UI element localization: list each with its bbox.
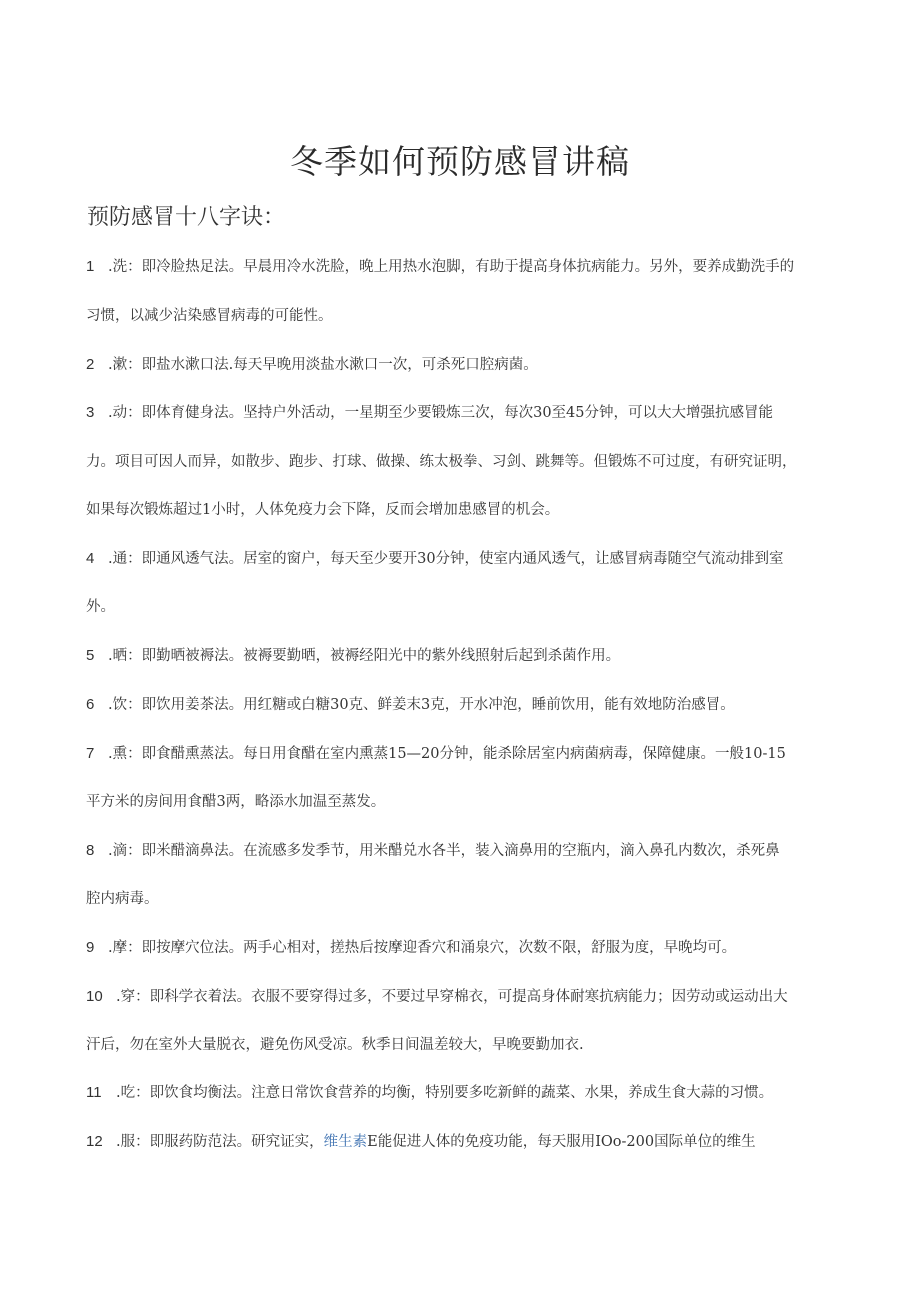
item-number: 6 [86, 696, 95, 713]
vitamin-link[interactable]: 维生素 [323, 1134, 368, 1150]
list-item-2-line-1 [86, 353, 846, 377]
list-item-9-line-1 [86, 936, 846, 960]
item-number: 5 [86, 647, 95, 664]
item-text: .滴：即米醋滴鼻法。在流感多发季节，用米醋兑水各半，装入滴鼻用的空瓶内，滴入鼻孔内数次，杀死鼻 [108, 843, 780, 859]
list-item-6-line-1 [86, 693, 846, 717]
item-text: .通：即通风透气法。居室的窗户，每天至少要开30分钟，使室内通风透气，让感冒病毒随空气流动排到室 [108, 551, 784, 567]
item-text-before: .服：即服药防范法。研究证实， [116, 1134, 324, 1150]
item-number: 10 [86, 988, 103, 1005]
item-number: 4 [86, 550, 95, 567]
item-text: .动：即体育健身法。坚持户外活动，一星期至少要锻炼三次，每次30至45分钟，可以大大增强抗感冒能 [108, 405, 774, 421]
list-item-3-line-3: 如果每次锻炼超过1小时，人体免疫力会下降，反而会增加患感冒的机会。 [86, 502, 560, 518]
item-number: 12 [86, 1133, 103, 1150]
item-text: .饮：即饮用姜茶法。用红糖或白糖30克、鲜姜末3克，开水冲泡，睡前饮用，能有效地防治感冒。 [108, 697, 735, 713]
list-item-10-line-1 [86, 985, 846, 1009]
item-number: 2 [86, 356, 95, 373]
list-item-3-line-2: 力。项目可因人而异，如散步、跑步、打球、做操、练太极拳、习剑、跳舞等。但锻炼不可过度，有研究证明， [86, 454, 797, 470]
item-text: .吃：即饮食均衡法。注意日常饮食营养的均衡，特别要多吃新鲜的蔬菜、水果，养成生食大蒜的习惯。 [116, 1085, 774, 1101]
item-number: 11 [86, 1084, 102, 1101]
section-heading: 预防感冒十八字诀： [87, 205, 286, 230]
item-number: 9 [86, 939, 95, 956]
list-item-4-line-1 [86, 547, 846, 571]
item-text-after: E能促进人体的免疫功能，每天服用IOo-200国际单位的维生 [367, 1134, 756, 1150]
item-text: .穿：即科学衣着法。衣服不要穿得过多，不要过早穿棉衣，可提高身体耐寒抗病能力；因劳动或运动出大 [116, 989, 788, 1005]
item-number: 3 [86, 404, 95, 421]
item-text: .洗：即冷脸热足法。早晨用冷水洗脸，晚上用热水泡脚，有助于提高身体抗病能力。另外，要养成勤洗手的 [108, 259, 795, 275]
list-item-11-line-1 [86, 1081, 846, 1105]
item-number: 7 [86, 745, 95, 762]
item-text: .晒：即勤晒被褥法。被褥要勤晒，被褥经阳光中的紫外线照射后起到杀菌作用。 [108, 648, 621, 664]
item-text: .摩：即按摩穴位法。两手心相对，搓热后按摩迎香穴和涌泉穴，次数不限，舒服为度，早晚均可。 [108, 940, 737, 956]
list-item-7-line-1 [86, 742, 846, 766]
list-item-5-line-1 [86, 644, 846, 668]
item-text: .熏：即食醋熏蒸法。每日用食醋在室内熏蒸15—20分钟，能杀除居室内病菌病毒，保障健康。一般10-15 [108, 746, 786, 762]
page-title: 冬季如何预防感冒讲稿 [290, 142, 630, 181]
item-text: .漱：即盐水漱口法.每天早晚用淡盐水漱口一次，可杀死口腔病菌。 [108, 357, 538, 373]
list-item-1-line-1 [86, 255, 846, 279]
list-item-7-line-2: 平方米的房间用食醋3两，略添水加温至蒸发。 [86, 794, 386, 810]
list-item-8-line-2: 腔内病毒。 [86, 891, 159, 907]
item-number: 8 [86, 842, 95, 859]
list-item-10-line-2: 汗后，勿在室外大量脱衣，避免伤风受凉。秋季日间温差较大，早晚要勤加衣. [86, 1037, 584, 1053]
list-item-4-line-2: 外。 [86, 599, 115, 615]
list-item-8-line-1 [86, 839, 846, 863]
list-item-1-line-2: 习惯，以减少沾染感冒病毒的可能性。 [86, 308, 333, 324]
list-item-3-line-1 [86, 401, 846, 425]
item-number: 1 [86, 258, 95, 275]
list-item-12-line-1 [86, 1130, 846, 1154]
